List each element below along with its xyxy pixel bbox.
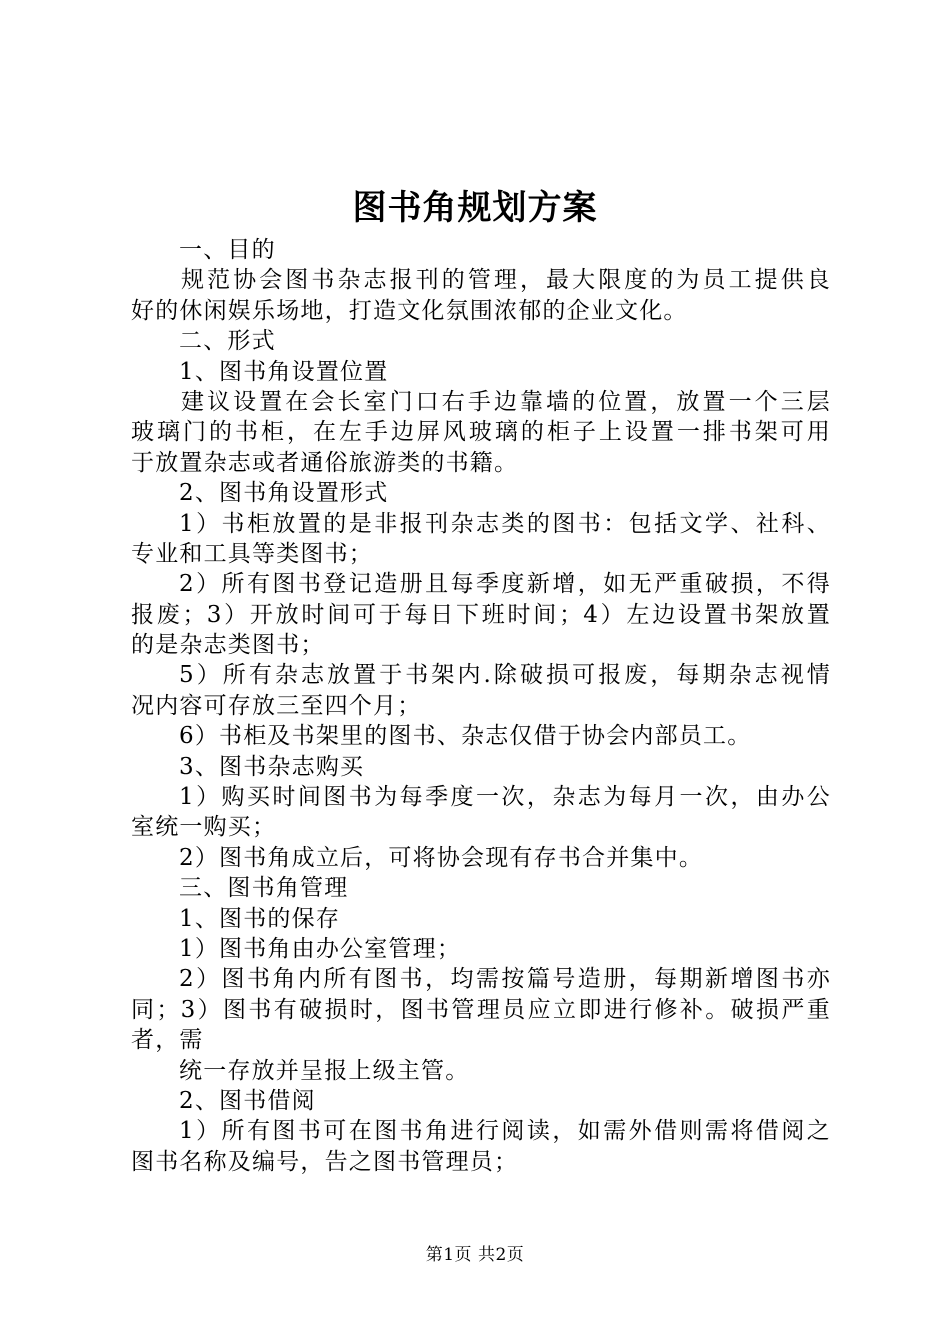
paragraph-line: 5）所有杂志放置于书架内.除破损可报废，每期杂志视情 [179,662,831,689]
paragraph-line: 同；3）图书有破损时，图书管理员应立即进行修补。破损严重 [131,996,831,1023]
subsection-heading: 1、图书角设置位置 [179,358,389,385]
paragraph-line: 统一存放并呈报上级主管。 [179,1057,470,1084]
paragraph-line: 图书名称及编号，告之图书管理员； [131,1148,519,1175]
section-heading: 一、目的 [179,237,276,263]
paragraph-line: 2）图书角内所有图书，均需按篇号造册，每期新增图书亦 [179,966,831,993]
page-footer: 第1页 共2页 [425,1245,525,1265]
paragraph-line: 6）书柜及书架里的图书、杂志仅借于协会内部员工。 [179,723,752,750]
subsection-heading: 3、图书杂志购买 [179,753,365,780]
paragraph-line: 规范协会图书杂志报刊的管理，最大限度的为员工提供良 [181,267,831,294]
paragraph-line: 2）所有图书登记造册且每季度新增，如无严重破损，不得 [179,571,831,598]
section-heading: 二、形式 [179,328,276,355]
paragraph-line: 1）图书角由办公室管理； [179,935,462,962]
subsection-heading: 1、图书的保存 [179,905,341,932]
paragraph-line: 的是杂志类图书； [131,632,325,659]
paragraph-line: 况内容可存放三至四个月； [131,692,422,719]
paragraph-line: 建议设置在会长室门口右手边靠墙的位置，放置一个三层 [181,388,831,415]
paragraph-line: 报废；3）开放时间可于每日下班时间；4）左边设置书架放置 [131,601,831,628]
paragraph-line: 于放置杂志或者通俗旅游类的书籍。 [131,449,519,476]
section-heading: 三、图书角管理 [179,875,349,902]
paragraph-line: 1）所有图书可在图书角进行阅读，如需外借则需将借阅之 [179,1118,831,1145]
paragraph-line: 专业和工具等类图书； [131,540,373,567]
paragraph-line: 玻璃门的书柜，在左手边屏风玻璃的柜子上设置一排书架可用 [131,419,831,446]
document-title: 图书角规划方案 [352,188,598,228]
paragraph-line: 1）购买时间图书为每季度一次，杂志为每月一次，由办公 [179,784,831,811]
document-body [131,235,831,1177]
paragraph-line: 好的休闲娱乐场地，打造文化氛围浓郁的企业文化。 [131,297,688,324]
paragraph-line: 室统一购买； [131,814,277,841]
paragraph-line: 2）图书角成立后，可将协会现有存书合并集中。 [179,844,704,871]
subsection-heading: 2、图书借阅 [179,1087,316,1114]
subsection-heading: 2、图书角设置形式 [179,480,389,507]
paragraph-line: 1）书柜放置的是非报刊杂志类的图书：包括文学、社科、 [179,510,831,537]
paragraph-line: 者，需 [131,1027,204,1054]
